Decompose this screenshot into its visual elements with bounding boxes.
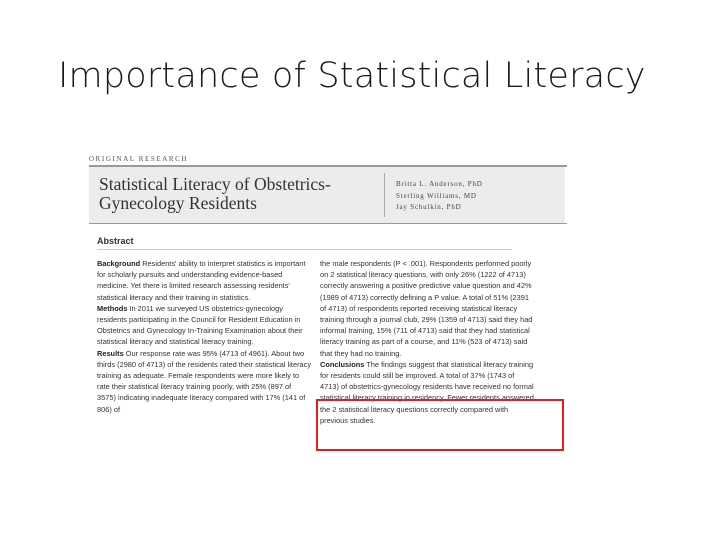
conclusions-highlight-box	[316, 399, 564, 451]
paragraph-text: In 2011 we surveyed US obstetrics-gynecology residents participating in the Council for Resident Education in Obstetrics and Gynecology In-Training Examination about their statistical literacy and statistical literacy training.	[97, 303, 303, 347]
author-name: Jay Schulkin, PhD	[396, 203, 462, 211]
paragraph-text: The findings suggest that statistical literacy training for residents could still be improved. A total of 37% (1743 of 4713) of obstetrics-gynecology residents have received no formal statistical literacy training in residency. Fewer residents answered the 2 statistical literacy questions correctly compared with previous studies.	[320, 359, 534, 425]
paragraph-text: the male respondents (P < .001). Respondents performed poorly on 2 statistical literacy questions, with only 26% (1222 of 4713) correctly answering a positive predictive value question and 42% (1989 of 4713) correctly defining a P value. A total of 51% (2391 of 4713) of respondents reported receiving statistical literacy training through a journal club, 29% (1359 of 4713) said they had informal training, 15% (711 of 4713) said that they had statistical literacy training as part of a course, and 11% (523 of 4713) said that they had no training.	[320, 259, 533, 358]
paragraph-text: Our response rate was 95% (4713 of 4961). About two thirds (2980 of 4713) of the residents rated their statistical literacy training as adequate. Female respondents were more likely to rate their statistical literacy training poorly, with 25% (897 of 3575) indicating inadequate literacy compared with 17% (141 of 806) of	[97, 348, 312, 414]
abstract-left-column	[97, 258, 312, 415]
header-divider	[384, 173, 385, 217]
abstract-results-continued	[320, 258, 535, 359]
header-rule-bottom	[89, 223, 567, 224]
abstract-heading: Abstract	[97, 236, 134, 246]
paragraph-text: Residents' ability to interpret statistics is important for scholarly pursuits and understanding evidence-based medicine. Yet there is limited research assessing residents' statistical literacy and their training in statistics.	[97, 259, 306, 302]
author-name: Sterling Williams, MD	[396, 191, 477, 200]
paragraph-label: Conclusions	[320, 359, 365, 369]
abstract-rule	[97, 249, 512, 250]
slide-title: Importance of Statistical Literacy	[58, 56, 646, 96]
abstract-methods	[97, 303, 312, 348]
paragraph-label: Results	[97, 348, 124, 358]
section-label: ORIGINAL RESEARCH	[89, 155, 189, 163]
abstract-results	[97, 348, 312, 415]
article-header	[89, 167, 565, 223]
paragraph-label: Background	[97, 259, 141, 268]
author-name: Britta L. Anderson, PhD	[396, 180, 483, 188]
paper-title: Statistical Literacy of Obstetrics-Gynecology Residents	[99, 174, 331, 213]
paragraph-label: Methods	[97, 303, 128, 313]
author-list	[396, 179, 483, 214]
abstract-background	[97, 258, 312, 303]
